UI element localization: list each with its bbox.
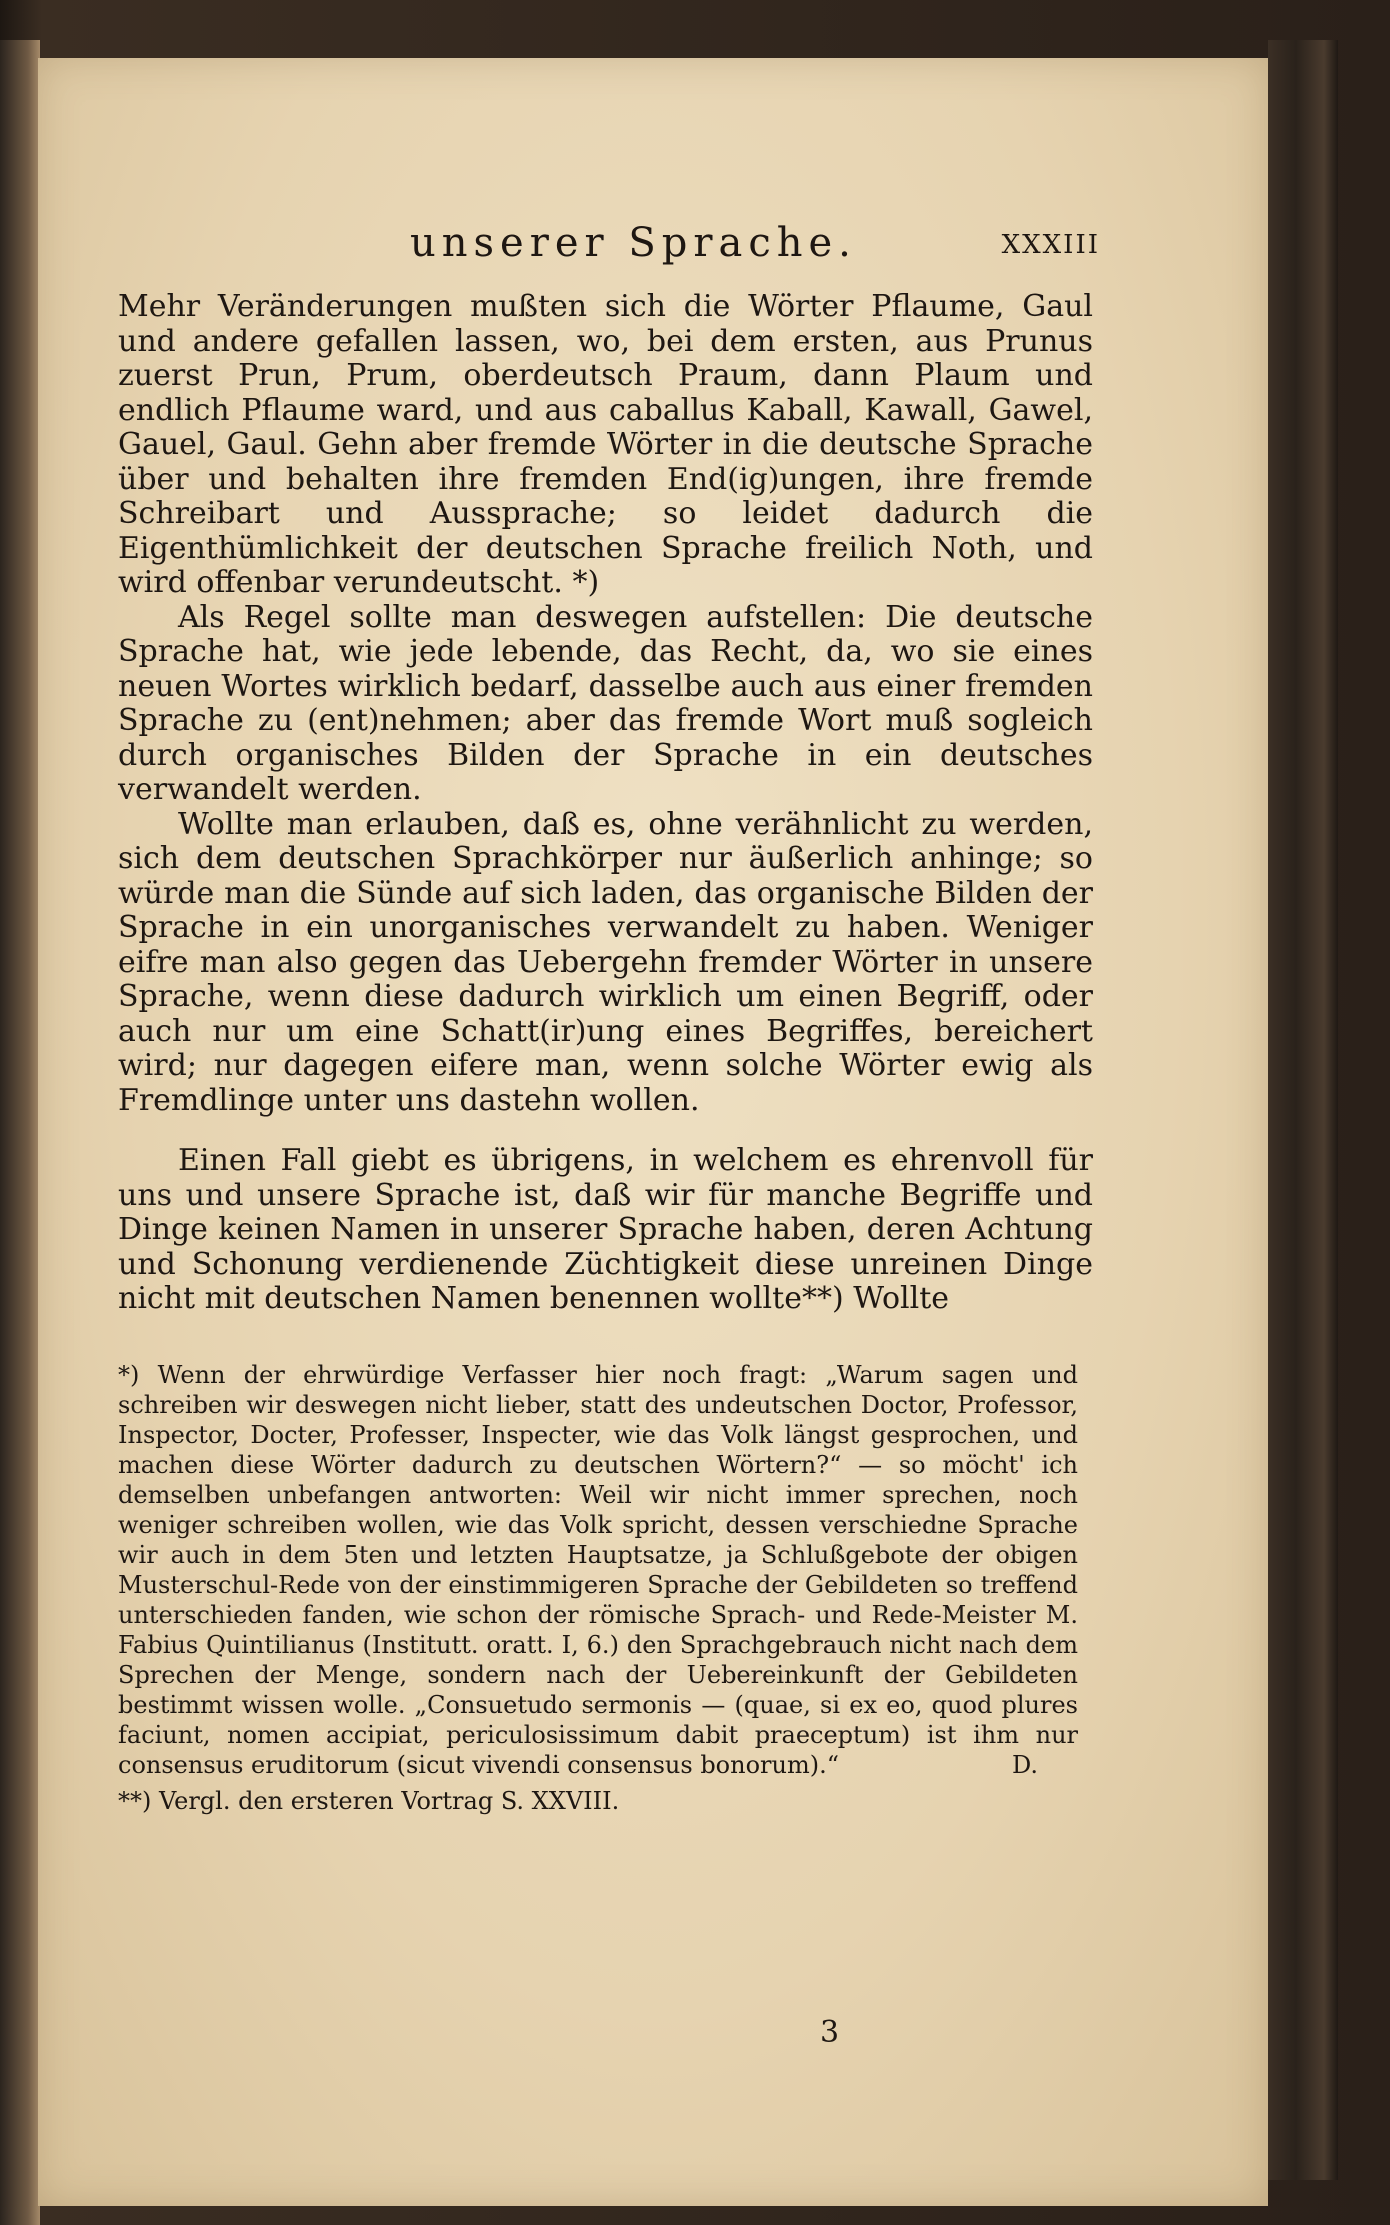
paragraph-4: Einen Fall giebt es übrigens, in welchem es ehrenvoll für uns und unsere Sprache ist, daß wir für manche Begriffe und Dinge keinen Namen in unserer Sprache haben, deren Achtung und Schonung verdienende Züchtigkeit diese unreinen Dinge nicht mit deutschen Namen benennen wollte**) Wollte [118,1143,1093,1316]
paragraph-3: Wollte man erlauben, daß es, ohne verähnlicht zu werden, sich dem deutschen Sprachkörper nur äußerlich anhinge; so würde man die Sünde auf sich laden, das organische Bilden der Sprache in ein unorganisches verwandelt zu haben. Weniger eifre man also gegen das Uebergehn fremder Wörter in unsere Sprache, wenn diese dadurch wirklich um einen Begriff, oder auch nur um eine Schatt(ir)ung eines Begriffes, bereichert wird; nur dagegen eifere man, wenn solche Wörter ewig als Fremdlinge unter uns dastehn wollen. [118,806,1093,1118]
footnote-2: **) Vergl. den ersteren Vortrag S. XXVIII. [118,1787,620,1815]
book-cover-edge-right [1268,40,1338,2180]
footnote-1 [118,1360,1078,1780]
footnote-1-text: *) Wenn der ehrwürdige Verfasser hier noch fragt: „Warum sagen und schreiben wir deswegen nicht lieber, statt des undeutschen Doctor, Professor, Inspector, Docter, Professer, Inspecter, wie das Volk längst gesprochen, und machen diese Wörter dadurch zu deutschen Wörtern?“ — so möcht' ich demselben unbefangen antworten: Weil wir nicht immer sprechen, noch weniger schreiben wollen, wie das Volk spricht, dessen verschiedne Sprache wir auch in dem 5ten und letzten Hauptsatze, ja Schlußgebote der obigen Musterschul-Rede von der einstimmigeren Sprache der Gebildeten so treffend unterschieden fanden, wie schon der römische Sprach- und Rede-Meister M. Fabius Quintilianus (Institutt. oratt. I, 6.) den Sprachgebrauch nicht nach dem Sprechen der Menge, sondern nach der Uebereinkunft der Gebildeten bestimmt wissen wolle. „Consuetudo sermonis — (quae, si ex eo, quod plures faciunt, nomen accipiat, periculosissimum dabit praeceptum) ist ihm nur consensus eruditorum (sicut vivendi consensus bonorum).“ [118,1361,1078,1779]
running-title: unserer Sprache. [410,220,857,266]
paragraph-1: Mehr Veränderungen mußten sich die Wörter Pflaume, Gaul und andere gefallen lassen, wo, bei dem ersten, aus Prunus zuerst Prun, Prum, oberdeutsch Praum, dann Plaum und endlich Pflaume ward, und aus caballus Kaball, Kawall, Gawel, Gauel, Gaul. Gehn aber fremde Wörter in die deutsche Sprache über und behalten ihre fremden End(ig)ungen, ihre fremde Schreibart und Aussprache; so leidet dadurch die Eigenthümlichkeit der deutschen Sprache freilich Noth, und wird offenbar verundeutscht. *) [118,289,1093,600]
page-number: XXXIII [1001,230,1100,260]
main-text [118,290,1093,1317]
printer-signature-mark: 3 [820,2015,840,2050]
running-header [120,220,1120,280]
paragraph-2: Als Regel sollte man deswegen aufstellen: Die deutsche Sprache hat, wie jede lebende, das Recht, da, wo sie eines neuen Wortes wirklich bedarf, dasselbe auch aus einer fremden Sprache zu (ent)nehmen; aber das fremde Wort muß sogleich durch organisches Bilden der Sprache in ein deutsches verwandelt werden. [118,599,1093,807]
book-binding-left [0,40,40,2225]
footnotes [118,1360,1078,1816]
footnote-1-signature: D. [1011,1751,1038,1779]
